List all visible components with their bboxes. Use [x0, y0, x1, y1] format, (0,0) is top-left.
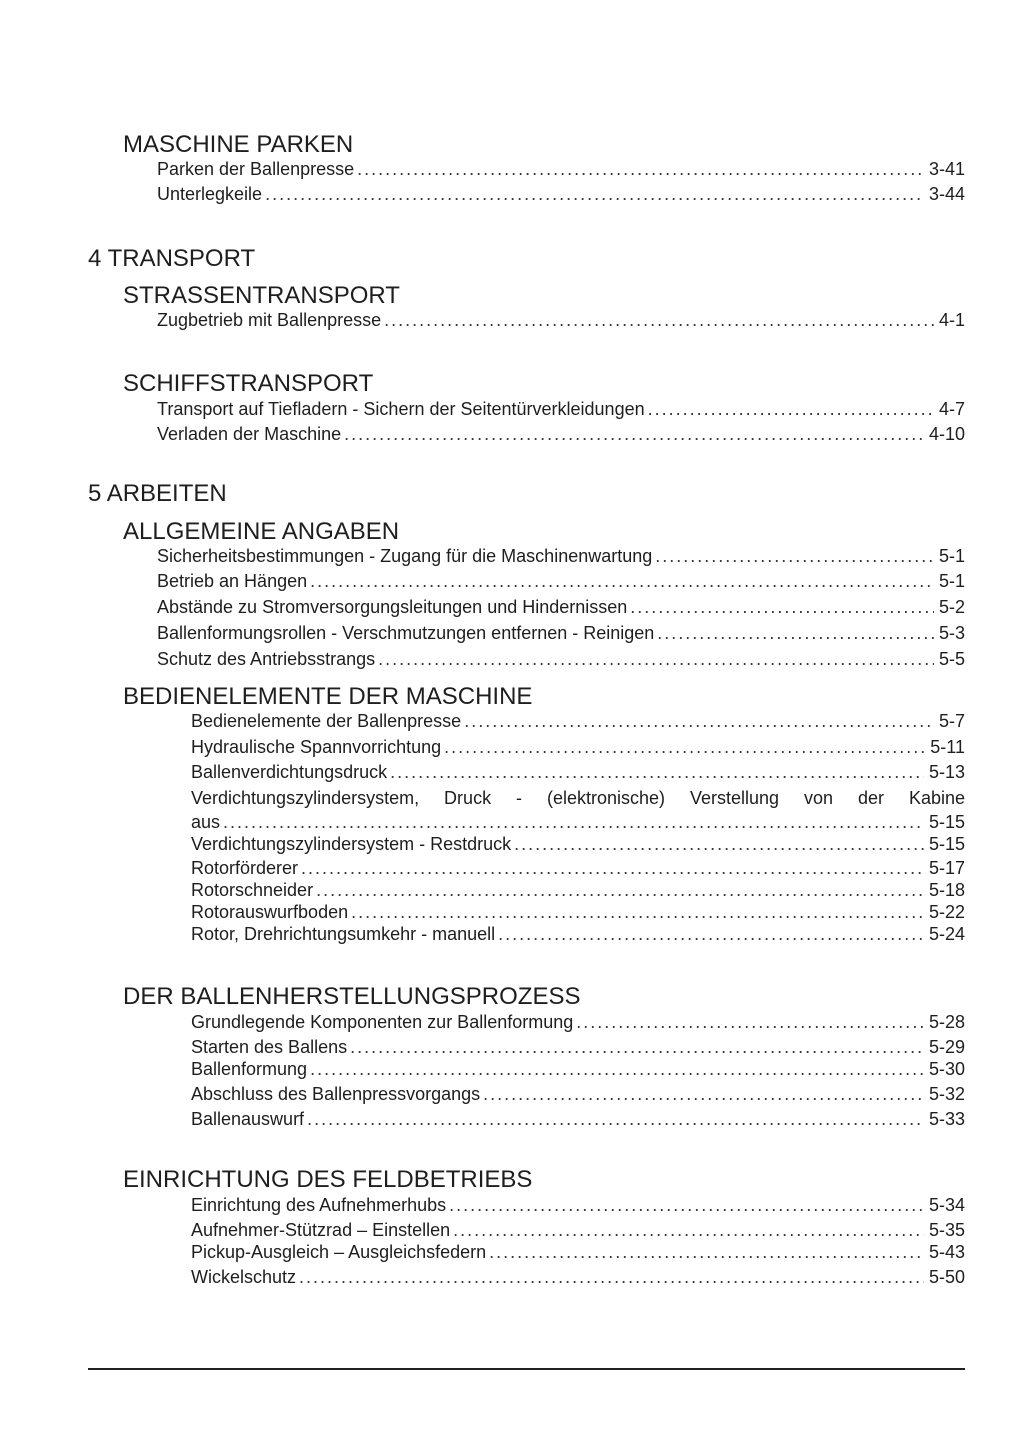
toc-entry-title: Pickup-Ausgleich – Ausgleichsfedern	[191, 1242, 487, 1262]
toc-entry-page: 5-7	[938, 711, 965, 731]
dot-leader	[390, 761, 924, 783]
dot-leader	[655, 545, 934, 567]
toc-entry-title: Transport auf Tiefladern - Sichern der Seitentürverkleidungen	[157, 399, 645, 419]
toc-entry-title: aus	[191, 812, 221, 832]
dot-leader	[498, 923, 924, 945]
toc-entry-page: 5-22	[928, 902, 965, 922]
dot-leader	[350, 1036, 924, 1058]
toc-entry[interactable]	[191, 1241, 965, 1263]
toc-entry-page: 4-7	[938, 399, 965, 419]
toc-entry[interactable]	[191, 1011, 965, 1033]
dot-leader	[576, 1011, 924, 1033]
dot-leader	[464, 710, 934, 732]
dot-leader	[630, 596, 934, 618]
toc-entry[interactable]	[157, 158, 965, 180]
toc-entry-page: 4-10	[928, 424, 965, 444]
toc-entry[interactable]	[157, 423, 965, 445]
toc-entry-page: 5-2	[938, 597, 965, 617]
toc-entry[interactable]	[191, 1266, 965, 1288]
toc-entry[interactable]	[191, 1194, 965, 1216]
toc-entry[interactable]	[191, 1219, 965, 1241]
toc-entry-page: 5-29	[928, 1037, 965, 1057]
section-heading: MASCHINE PARKEN	[123, 131, 354, 158]
toc-entry-page: 5-35	[928, 1220, 965, 1240]
toc-entry-title: Schutz des Antriebsstrangs	[157, 649, 376, 669]
chapter-heading: 5 ARBEITEN	[88, 480, 227, 507]
toc-entry-page: 3-41	[928, 159, 965, 179]
dot-leader	[301, 857, 924, 879]
toc-entry-title: Grundlegende Komponenten zur Ballenformung	[191, 1012, 574, 1032]
toc-entry[interactable]	[157, 545, 965, 567]
toc-entry[interactable]	[157, 648, 965, 670]
toc-entry-title: Verdichtungszylindersystem - Restdruck	[191, 834, 512, 854]
toc-entry[interactable]	[191, 1036, 965, 1058]
toc-entry-title: Zugbetrieb mit Ballenpresse	[157, 310, 382, 330]
toc-entry-page: 5-24	[928, 924, 965, 944]
toc-entry-title: Ballenauswurf	[191, 1109, 305, 1129]
section-heading: ALLGEMEINE ANGABEN	[123, 518, 400, 545]
toc-entry-title-line[interactable]: Verdichtungszylindersystem, Druck - (elektronische) Verstellung von der Kabine	[191, 788, 965, 808]
toc-entry-page: 5-13	[928, 762, 965, 782]
toc-entry-page: 5-43	[928, 1242, 965, 1262]
toc-entry[interactable]	[191, 879, 965, 901]
dot-leader	[344, 423, 924, 445]
toc-entry[interactable]	[157, 183, 965, 205]
toc-entry[interactable]	[191, 761, 965, 783]
toc-entry[interactable]	[157, 570, 965, 592]
toc-entry-title: Rotor, Drehrichtungsumkehr - manuell	[191, 924, 496, 944]
toc-entry-title: Unterlegkeile	[157, 184, 263, 204]
dot-leader	[449, 1194, 924, 1216]
toc-entry-title: Bedienelemente der Ballenpresse	[191, 711, 462, 731]
dot-leader	[357, 158, 924, 180]
toc-entry-title: Abschluss des Ballenpressvorgangs	[191, 1084, 481, 1104]
toc-entry-page: 5-3	[938, 623, 965, 643]
toc-entry-page: 5-1	[938, 571, 965, 591]
dot-leader	[299, 1266, 924, 1288]
toc-entry-title: Starten des Ballens	[191, 1037, 348, 1057]
dot-leader	[657, 622, 934, 644]
toc-entry-title: Betrieb an Hängen	[157, 571, 308, 591]
toc-entry-page: 3-44	[928, 184, 965, 204]
toc-entry-page: 5-5	[938, 649, 965, 669]
toc-entry-page: 5-1	[938, 546, 965, 566]
toc-entry-title: Sicherheitsbestimmungen - Zugang für die Maschinenwartung	[157, 546, 653, 566]
dot-leader	[489, 1241, 924, 1263]
toc-entry-page: 5-17	[928, 858, 965, 878]
dot-leader	[384, 309, 934, 331]
toc-entry-title: Verladen der Maschine	[157, 424, 342, 444]
toc-entry-title: Ballenformung	[191, 1059, 308, 1079]
dot-leader	[223, 811, 924, 833]
dot-leader	[378, 648, 934, 670]
toc-entry[interactable]	[157, 622, 965, 644]
section-heading: SCHIFFSTRANSPORT	[123, 370, 374, 397]
toc-entry-page: 5-15	[928, 812, 965, 832]
toc-entry-title: Ballenverdichtungsdruck	[191, 762, 388, 782]
toc-entry-page: 4-1	[938, 310, 965, 330]
dot-leader	[444, 736, 925, 758]
toc-entry[interactable]	[191, 901, 965, 923]
toc-entry[interactable]	[191, 1058, 965, 1080]
section-heading: EINRICHTUNG DES FELDBETRIEBS	[123, 1166, 533, 1193]
toc-entry[interactable]	[191, 833, 965, 855]
toc-entry-page: 5-18	[928, 880, 965, 900]
dot-leader	[483, 1083, 924, 1105]
toc-entry-title: Hydraulische Spannvorrichtung	[191, 737, 442, 757]
toc-entry-page: 5-30	[928, 1059, 965, 1079]
toc-entry-title: Einrichtung des Aufnehmerhubs	[191, 1195, 447, 1215]
toc-entry-page: 5-11	[930, 737, 965, 757]
toc-entry-title: Rotorauswurfboden	[191, 902, 349, 922]
chapter-heading: 4 TRANSPORT	[88, 245, 256, 272]
toc-entry[interactable]	[191, 710, 965, 732]
toc-entry-title: Rotorschneider	[191, 880, 314, 900]
toc-entry-page: 5-32	[928, 1084, 965, 1104]
toc-entry[interactable]	[157, 596, 965, 618]
toc-entry-title: Aufnehmer-Stützrad – Einstellen	[191, 1220, 451, 1240]
toc-entry[interactable]	[191, 1108, 965, 1130]
toc-entry[interactable]	[191, 1083, 965, 1105]
dot-leader	[453, 1219, 924, 1241]
toc-entry[interactable]	[157, 398, 965, 420]
section-heading: BEDIENELEMENTE DER MASCHINE	[123, 683, 533, 710]
toc-entry-page: 5-50	[928, 1267, 965, 1287]
toc-entry-title: Rotorförderer	[191, 858, 299, 878]
toc-entry-page: 5-34	[928, 1195, 965, 1215]
toc-entry-title: Ballenformungsrollen - Verschmutzungen entfernen - Reinigen	[157, 623, 655, 643]
dot-leader	[514, 833, 924, 855]
dot-leader	[310, 570, 934, 592]
toc-entry-page: 5-15	[928, 834, 965, 854]
dot-leader	[316, 879, 924, 901]
toc-entry-page: 5-33	[928, 1109, 965, 1129]
section-heading: STRASSENTRANSPORT	[123, 282, 400, 309]
dot-leader	[310, 1058, 924, 1080]
dot-leader	[648, 398, 934, 420]
toc-entry-title: Abstände zu Stromversorgungsleitungen und Hindernissen	[157, 597, 628, 617]
toc-entry[interactable]	[157, 309, 965, 331]
toc-entry-title: Parken der Ballenpresse	[157, 159, 355, 179]
toc-entry[interactable]	[191, 736, 965, 758]
dot-leader	[265, 183, 924, 205]
dot-leader	[307, 1108, 924, 1130]
section-heading: DER BALLENHERSTELLUNGSPROZESS	[123, 983, 581, 1010]
toc-entry[interactable]	[191, 923, 965, 945]
toc-entry[interactable]	[191, 857, 965, 879]
dot-leader	[351, 901, 924, 923]
toc-entry[interactable]	[191, 811, 965, 833]
toc-entry-title: Wickelschutz	[191, 1267, 297, 1287]
footer-divider	[88, 1368, 965, 1370]
toc-entry-page: 5-28	[928, 1012, 965, 1032]
